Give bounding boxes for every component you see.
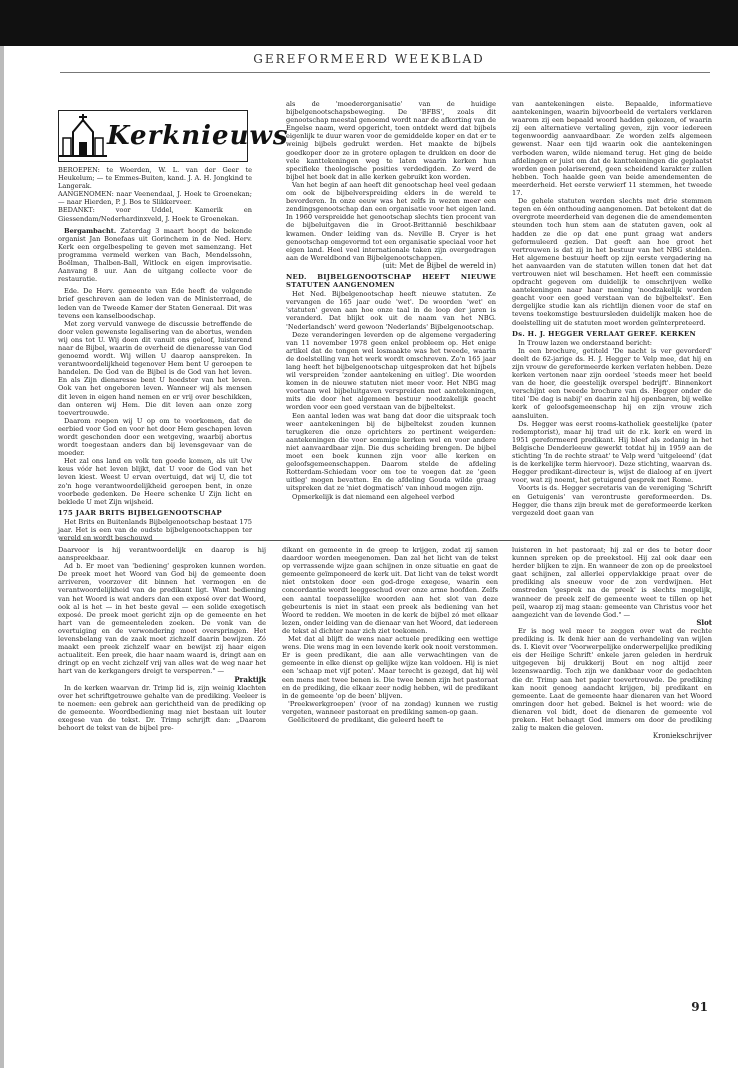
- paragraph: Het Brits en Buitenlands Bijbelgenootschap bestaat 175 jaar. Het is een van de oudste bijbelgenootschappen ter wereld en wordt beschouwd: [58, 517, 252, 543]
- paragraph: 'Preekwerkgroepen' (voor of na zondag) kunnen we rustig vergeten, wanneer pastoraat en prediking samen-op gaan.: [282, 699, 498, 716]
- section-heading: Ds. H. J. HEGGER VERLAAT GEREF. KERKEN: [512, 329, 697, 338]
- paragraph-text: Zaterdag 3 maart hoopt de bekende organist Jan Bonefaas uit Gorinchem in de Ned. Herv. Kerk een orgelbespeling te geven met samenzang. Het programma vermeld werken van Bach, Mendelssohn, Boëlman, Thalben-Ball, Witlock en eigen improvisatie. Aanvang 8 uur. Aan de uitgang collecte voor de restauratie.: [58, 226, 252, 284]
- paragraph: Een aantal leden was wat bang dat door die uitspraak toch weer aantekeningen bij de bijbeltekst zouden kunnen terugkeren die onze oprichters zo pertinent weigerden: aantekeningen die voor sommige kerken wel en voor andere niet aanvaardbaar zijn. Die dus scheiding brengen. De bijbel moet een boek kunnen zijn voor alle kerken en geloofsgemeenschappen. Daarom stelde de afdeling Rotterdam-Schiedam voor om toe te voegen dat ze 'geen uitleg' mogen bevatten. En de afdeling Gouda wilde graag uitspreken dat ze 'niet dogmatisch' van inhoud mogen zijn.: [286, 411, 496, 493]
- paragraph: Het zal ons land en volk ten goede komen, als uit Uw keus vóór het leven blijkt, dat U voor de God van het leven kiest. Weest U ervan overtuigd, dat wij U, die tot zo'n hoge verantwoordelijkheid geroepen bent, in onze voorbede gedenken. De Heere schenke U Zijn licht en beklede U met Zijn wijsheid.: [58, 457, 252, 506]
- paragraph: luisteren in het pastoraat; hij zal er des te beter door kunnen spreken op de preekstoel. Hij zal ook daar een herder blijken te zijn. En wanneer de zon op de preekstoel gaat schijnen, zal allerlei oppervlakkige praat over de prediking als sneeuw voor de zon verdwijnen. Het omstreden 'gesprek na de preek' is slechts mogelijk, wanneer de preek zelf de gemeente weet te tillen op het peil, waarop zij mag staan: gemeente van Christus voor het aangezicht van de levende God." —: [512, 546, 712, 619]
- paragraph: De gehele statuten werden slechts met drie stemmen tegen en één onthouding aangenomen. Dat betekent dat de overgrote meerderheid van degenen die de amendementen steunden toch hun stem aan de statuten gaven, ook al hadden ze die op dat ene punt graag wat anders geformuleerd gezien. Dat geeft aan hoe groot het vertrouwen is dat zij in het bestuur van het NBG stelden. Het algemene bestuur heeft op zijn eerste vergadering na het aanvaarden van de statuten willen tonen dat het dat vertrouwen niet wil beschamen. Het heeft een commissie opdracht gegeven om duidelijk te omschrijven welke aantekeningen naar haar mening 'noodzakelijk worden geacht voor een goed verstaan van de bijbeltekst'. Een dergelijke studie kan als richtlijn dienen voor de staf en tevens toekomstige bestuursleden duidelijk maken hoe de doelstelling uit de statuten moet worden geïnterpreteerd.: [512, 197, 712, 327]
- paragraph: Geëliciteerd de predikant, die geleerd heeft te: [288, 715, 444, 724]
- paragraph: AANGENOMEN: naar Veenendaal, J. Hoek te Groenekan; — naar Hierden, P. J. Bos te Slikkerveer.: [58, 190, 252, 207]
- author-signature: Kroniekschrijver: [652, 732, 712, 741]
- upper-column-2: [286, 100, 496, 538]
- paragraph: Het Ned. Bijbelgenootschap heeft nieuwe statuten. Ze vervangen de 165 jaar oude 'wet'. De woorden 'wet' en 'statuten' geven aan hoe onze taal in de loop der jaren is veranderd. Dat blijkt ook uit de naam van het NBG. 'Nederlandsch' werd gewoon 'Nederlands' Bijbelgenootschap.: [286, 290, 496, 331]
- subheading: Slot: [696, 617, 712, 627]
- lower-column-1: [58, 546, 266, 986]
- paragraph: Ad b. Er moet van 'bediening' gesproken kunnen worden. De preek moet het Woord van God bij de gemeente doen arriveren, voorzover dit binnen het vermogen en de verantwoordelijkheid van de predikant ligt. Want bediening van het Woord is wat anders dan een exposé over dat Woord, ook al is het — in het beste geval — een solide exegetisch exposé. De preek moet gericht zijn op de gemeente en het hart van de gemeenteleden zoeken. De vonk van de overtuiging en de verwondering moet overspringen. Het levensbelang van de zaak moet zichzelf daarin bewijzen. Zó maakt een preek zichzelf waar en bewijst zij haar eigen actualiteit. Een preek, die haar naam waard is, dringt aan en dringt op en vecht zichzelf vrij van alles wat de weg naar het hart van de kerkgangers dreigt te versperren." —: [58, 562, 266, 676]
- logo-wordmark: Kerknieuws: [107, 121, 289, 151]
- masthead-rule: [60, 72, 710, 73]
- lower-column-2: [282, 546, 498, 986]
- paragraph: In Trouw lazen we onderstaand bericht:: [518, 338, 652, 347]
- page-number: 91: [691, 1000, 708, 1014]
- paragraph: In een brochure, getiteld 'De nacht is ver gevorderd' deelt de 62-jarige ds. H. J. Hegger te Velp mee, dat hij en zijn vrouw de gereformeerde kerken verlaten hebben. Deze kerken vertonen naar zijn oordeel 'steeds meer het beeld van de hoer, die geestelijk overspel bedrijft'. Binnenkort verschijnt een tweede brochure van ds. Hegger onder de titel 'De dag is nabij' en daarin zal hij openbaren, bij welke kerk of geloofsgemeenschap hij en zijn vrouw zich aansluiten.: [512, 346, 712, 420]
- scan-left-edge: [0, 46, 4, 1068]
- paragraph: Met dat al blijft de wens naar actuele prediking een wettige wens. Die wens mag in een levende kerk ook nooit verstommen. Er is geen predikant, die aan alle verwachtingen van de gemeente in elke dienst op gelijke wijze kan voldoen. Hij is niet een 'schaap met vijf poten'. Maar terecht is gezegd, dat hij wèl een mens met twee benen is. Die twee benen zijn het pastoraat en de prediking, die elkaar zeer nodig hebben, wil de predikant in de gemeente 'op de been' blijven.: [282, 635, 498, 700]
- paragraph: Van het begin af aan heeft dit genootschap heel veel gedaan om ook de bijbelverspreiding elders in de wereld te bevorderen. In onze eeuw was het zelfs in wezen meer een zendingsgenootschap dan een organisatie voor het eigen land. In 1960 verspreidde het genootschap slechts tien procent van de bijbeluitgaven die in Groot-Brittannië beschikbaar kwamen. Onder leiding van ds. Neville B. Cryer is het genootschap omgevormd tot een organisatie speciaal voor het eigen land. Heel veel internationale taken zijn overgedragen aan de Wereldbond van Bijbelgenootschappen.: [286, 180, 496, 262]
- upper-column-3: [512, 100, 712, 538]
- upper-column-1: [58, 166, 252, 543]
- paragraph: Daarvoor is hij verantwoordelijk en daarop is hij aanspreekbaar.: [58, 546, 266, 563]
- paragraph: Opmerkelijk is dat niemand een algeheel verbod: [292, 492, 455, 501]
- paragraph: Ede. De Herv. gemeente van Ede heeft de volgende brief geschreven aan de leden van de Ministerraad, de leden van de Tweede Kamer der Staten Generaal. Dit was tevens een kanselboodschap.: [58, 287, 252, 320]
- paragraph: In de kerken waarvan dr. Trimp lid is, zijn weinig klachten over het schriftgetrouwe gehalte van de prediking. Veeleer is te noemen: een gebrek aan gerichtheid van de prediking op de gemeente. Woordbediening mag niet bestaan uit louter exegese van de tekst. Dr. Trimp schrijft dan: „Daarom behoort de tekst van de bijbel pre-: [58, 683, 266, 733]
- kerknieuws-logo: [58, 110, 289, 162]
- section-heading: NED. BIJBELGENOOTSCHAP HEEFT NIEUWE STATUTEN AANGENOMEN: [286, 272, 496, 290]
- paragraph: dikant en gemeente in de greep te krijgen, zodat zij samen daardoor worden meegenomen. Dan zal het licht van de tekst op verrassende wijze gaan schijnen in onze situatie en gaat de gemeente geïmponeerd de kerk uit. Dat licht van de tekst wordt niet ontstoken door een god-droge exegese, waarin een concordantie wordt leeggeschud over onze arme hoofden. Zelfs een aantal toepasselijke woorden aan het slot van deze gebeurtenis is niet in staat een preek als bediening van het Woord te redden. We moeten in de kerk de bijbel zó met elkaar lezen, onder leiding van de dienaar van het Woord, dat iedereen de tekst al dichter naar zich ziet toekomen.: [282, 546, 498, 635]
- section-divider: [60, 540, 710, 541]
- section-heading: 175 JAAR BRITS BIJBELGENOOTSCHAP: [58, 508, 222, 517]
- source-note: (uit: Met de Bijbel de wereld in): [382, 261, 496, 270]
- lower-column-3: [512, 546, 712, 986]
- paragraph: [58, 227, 252, 284]
- paragraph: Er is nog wel meer te zeggen over wat de rechte prediking is. Ik denk hier aan de verhandeling van wijlen ds. I. Kievit over 'Voorwerpelijke onderwerpelijke prediking eis der Heilige Schrift' enkele jaren geleden in herdruk uitgegeven bij drukkerij Bout en nog altijd zeer lezenswaardig. Toch zijn we dankbaar voor de gedachten die dr. Trimp aan het papier toevertrouwde. De prediking kan nooit genoeg aandacht krijgen, bij predikant en gemeente. Laat de gemeente haar dienaren van het Woord omringen door het gebed. Beknel is het woord: wie de dienaren vol bidt, doet de dienaren de gemeente vol preken. Het behaagt God immers om door de prediking zalig te maken die geloven.: [512, 626, 712, 733]
- church-icon: [59, 112, 107, 160]
- paragraph: BEROEPEN: te Woerden, W. L. van der Geer te Heukelum; — te Emmes-Buiten, kand. J. A. H. Jongkind te Langerak.: [58, 166, 252, 191]
- paragraph: van aantekeningen eiste. Bepaalde, informatieve aantekeningen, waarin bijvoorbeeld de vertalers verklaren waarom zij een bepaald woord hadden gekozen, of waarin zij een alternatieve vertaling geven, zijn voor iedereen tegenwoordig aanvaardbaar. Ze worden zelfs algemeen gewenst. Naar een tijd waarin ook die aantekeningen verboden waren, wilde niemand terug. Het ging de beide afdelingen er juist om dat de kanttekeningen die geplaatst worden geen polariserend, geen scheidend karakter zullen hebben. Toch haalde geen van beide amendementen de meerderheid. Het eerste verwierf 11 stemmen, het tweede 17.: [512, 100, 712, 198]
- paragraph: Voorts is ds. Hegger secretaris van de vereniging 'Schrift en Getuigenis' van verontruste gereformeerden. Ds. Hegger, die thans zijn breuk met de gereformeerde kerken vergezeld doet gaan van: [512, 484, 712, 517]
- paragraph: Ds. Hegger was eerst rooms-katholiek geestelijke (pater redemptorist), maar hij trad uit de r.k. kerk en werd in 1951 gereformeerd predikant. Hij bleef als zodanig in het Belgische Denderleeuw gewerkt totdat hij in 1959 aan de stichting 'In de rechte straat' te Velp werd 'uitgeleend' (dat is de kerkelijke term hiervoor). Deze stichting, waarvan ds. Hegger predikant-directeur is, wijst de dialoog af en ijvert voor, wat zij noemt, het getuigend gesprek met Rome.: [512, 419, 712, 485]
- paragraph: Deze veranderingen leverden op de algemene vergadering van 11 november 1978 geen enkel probleem op. Het enige artikel dat de tongen wel losmaakte was het tweede, waarin de doelstelling van het werk wordt omschreven. Zo'n 165 jaar lang heeft het bijbelgenootschap uitgesproken dat het bijbels wil verspreiden 'zonder aantekening en uitleg'. Die woorden komen in de nieuwe statuten niet meer voor. Het NBG mag voortaan wel bijbeluitgaven verspreiden met aantekeningen, mits die door het algemeen bestuur noodzakelijk geacht worden voor een goed verstaan van de bijbeltekst.: [286, 330, 496, 412]
- scan-top-border: [0, 0, 738, 46]
- paragraph: als de 'moederorganisatie' van de huidige bijbelgenootschapsbeweging. De 'BFBS', zoals dit genootschap meestal genoemd wordt naar de afkorting van de Engelse naam, werd opgericht, toen ontdekt werd dat bijbels eigenlijk te duur waren voor de gemiddelde koper en dat er te weinig bijbels gedrukt werden. Het maakte de bijbels goedkoper door ze in grotere oplagen te drukken en door de vele kanttekeningen weg te laten waarin kerken hun specifieke theologische posities verdedigden. Zo werd de bijbel het boek dat in alle kerken gebruikt kon worden.: [286, 100, 496, 181]
- subheading: Praktijk: [234, 674, 266, 684]
- paragraph: BEDANKT: voor Uddel, Kamerik en Giessendam/Nederhardinxveld, J. Hoek te Groenekan.: [58, 206, 252, 223]
- masthead: GEREFORMEERD WEEKBLAD: [253, 52, 485, 66]
- paragraph: Daarom roepen wij U op om te voorkomen, dat de eerbied voor God en voor het door Hem geschapen leven wordt geschonden door een wetgeving, waarbij abortus wordt toegestaan anders dan bij levensgevaar van de moeder.: [58, 416, 252, 458]
- place-name: Bergambacht.: [64, 226, 117, 235]
- paragraph: Met zorg vervuld vanwege de discussie betreffende de door velen gewenste legalisering van de abortus, wenden wij ons tot U. Wij doen dit vanuit ons geloof, luisterend naar de Bijbel, waarin de overheid de dienaresse van God genoemd wordt. Wij willen U daarop aanspreken. In verantwoordelijkheid tegenover Hem bent U geroepen te handelen. De God van de Bijbel is de God van het leven. En als Zijn dienaresse bent U hoedster van het leven. Ook van het ongeboren leven. Wanneer wij als mensen dit leven in eigen hand nemen en er vrij over beschikken, dan onteren wij Hem. Die dit leven aan onze zorg toevertrouwde.: [58, 319, 252, 417]
